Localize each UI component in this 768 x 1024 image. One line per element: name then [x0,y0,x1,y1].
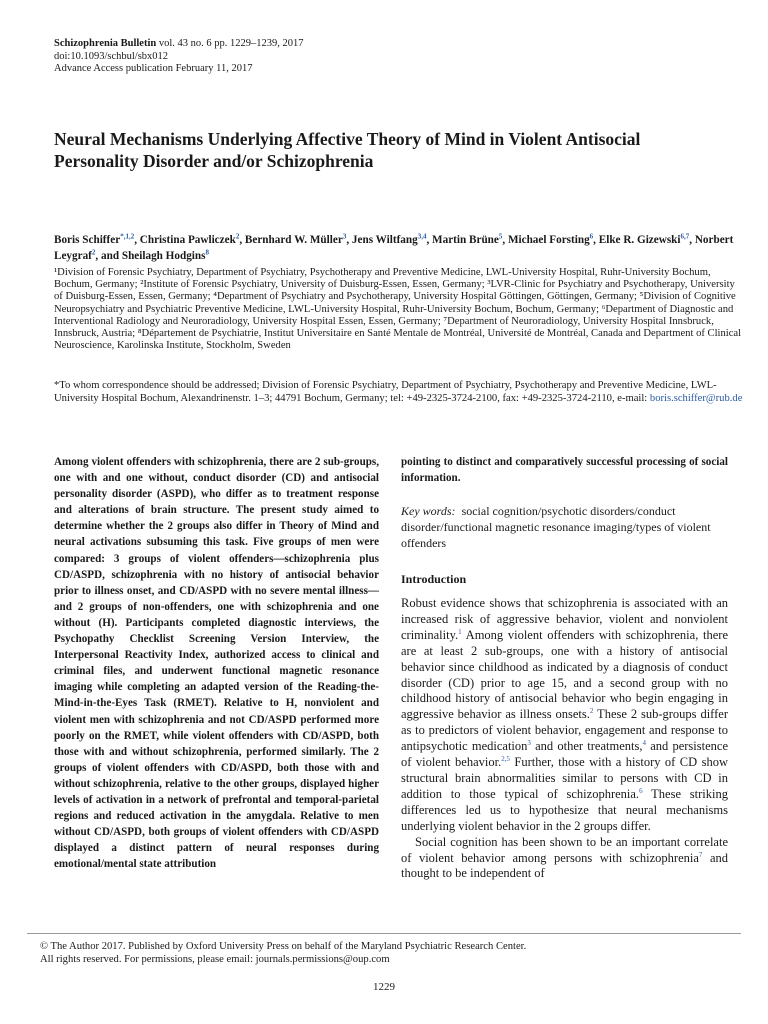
journal-citation [54,38,304,51]
citation-ref[interactable]: 4 [642,739,646,747]
author-affiliation-marker[interactable]: 8 [205,247,209,256]
author-name: Christina Pawliczek [139,234,236,246]
article-title: Neural Mechanisms Underlying Affective Theory of Mind in Violent Antisocial Personality Disorder and/or Schizophrenia [54,129,641,171]
author-name: Bernhard W. Müller [244,234,343,246]
author-separator: , [346,234,352,246]
correspondence [54,380,744,406]
keywords [401,503,728,551]
author-name: Elke R. Gizewski [598,234,681,246]
correspondence-text: *To whom correspondence should be addressed; Division of Forensic Psychiatry, Department of Psychiatry, Psychotherapy and Preventive Medicine, LWL-University Hospital Bochum, Alexandrinenstr. 1–3; 44791 Bochum, Germany; tel: +49-2325-3724-2100, fax: +49-2325-3724-2110, e-mail: [54,380,717,404]
author-affiliation-marker[interactable]: 2 [235,232,240,241]
affiliations: ¹Division of Forensic Psychiatry, Department of Psychiatry, Psychotherapy and Preventive Medicine, LWL-University Hospital, Ruhr-University Bochum, Bochum, Germany; ²Institute of Forensic Psychiatry, University of Duisburg-Essen, Essen, Germany; ³LVR-Clinic for Psychiatry and Psychotherapy, University of Duisburg-Essen, Essen, Germany; ⁴Department of Psychiatry and Psychotherapy, University Hospital Göttingen, Göttingen, Germany; ⁵Division of Cognitive Neuropsychiatry and Psychiatric Preventive Medicine, LWL-University Hospital, Ruhr-University Bochum, Bochum, Germany; ⁶Department of Diagnostic and Interventional Radiology and Neuroradiology, University Hospital Essen, Essen, Germany; ⁷Department of Neuroradiology, University Hospital Innsbruck, Innsbruck, Austria; ⁸Département de Psychiatrie, Institut Universitaire en Santé Mentale de Montréal, Université de Montréal, Canada and Department of Clinical Neuroscience, Karolinska Institute, Stockholm, Sweden [54,267,742,352]
citation-ref[interactable]: 2,5 [501,754,510,763]
author-affiliation-marker[interactable]: 6 [589,232,594,241]
footer-divider [27,933,741,934]
copyright-notice [40,940,730,966]
author-separator: , [239,234,245,246]
copyright-line-1: © The Author 2017. Published by Oxford University Press on behalf of the Maryland Psychiatric Research Center. [40,941,527,952]
advance-access: Advance Access publication February 11, 2017 [54,63,253,74]
author-separator: , and [95,249,122,262]
author-name: Norbert Leygraf [54,234,734,262]
intro-paragraph-2 [401,835,728,883]
paragraph-text: Among violent offenders with schizophrenia, there are at least 2 sub-groups, one with a history of antisocial behavior since childhood as indicated by a diagnosis of conduct disorder (CD) prior to age 15, and a second group with no childhood history of antisocial behavior who begin engaging in aggressive behavior as illness onsets. [401,627,728,722]
copyright-line-2: All rights reserved. For permissions, please email: journals.permissions@oup.com [40,954,390,965]
author-affiliation-marker[interactable]: 3 [342,232,347,241]
citation-ref[interactable]: 1 [458,627,462,636]
page-number: 1229 [373,981,395,993]
author-name: Martin Brüne [432,234,499,246]
journal-name: Schizophrenia Bulletin [54,38,157,49]
author-name: Boris Schiffer [54,234,121,246]
journal-doi: doi:10.1093/schbul/sbx012 [54,50,169,62]
author-list [54,233,734,264]
abstract-left: Among violent offenders with schizophrenia, there are 2 sub-groups, one with and one without, conduct disorder (CD) and antisocial personality disorder (ASPD), who differ as to treatment response and alterations of brain structure. The present study aimed to determine whether the 2 groups also differ in Theory of Mind and neural activations subsuming this task. Five groups of men were compared: 3 groups of violent offenders—schizophrenia plus CD/ASPD, schizophrenia with no history of antisocial behavior prior to illness onset, and CD/ASPD with no severe mental illness—and 2 groups of non-offenders, one with schizophrenia and one without (H). Participants completed diagnostic interviews, the Psychopathy Checklist Screening Version Interview, the Interpersonal Reactivity Index, authorized access to clinical and criminal files, and underwent functional magnetic resonance imaging while completing an adapted version of the Reading-the-Mind-in-the-Eyes Task (RMET). Relative to H, nonviolent and violent men with schizophrenia and not CD/ASPD performed more poorly on the RMET, while violent offenders with CD/ASPD, both those with and without schizophrenia, performed similarly. The 2 groups of violent offenders with CD/ASPD, both those with and without schizophrenia, relative to the other groups, displayed higher levels of activation in a network of prefrontal and temporal-parietal regions and reduced activation in the amygdala. Relative to men without CD/ASPD, both groups of violent offenders with CD/ASPD displayed a distinct pattern of neural responses during emotional/mental state attribution [54,456,379,871]
keywords-text: social cognition/psychotic disorders/conduct disorder/functional magnetic resonance imaging/types of violent offenders [401,504,711,550]
paragraph-text: Robust evidence shows that schizophrenia is associated with an increased risk of aggressive behavior, violent and nonviolent criminality. [401,596,728,642]
email-link[interactable]: boris.schiffer@rub.de [649,392,743,404]
journal-header [54,38,304,76]
introduction-body [401,596,728,882]
paragraph-text: and other treatments, [530,739,643,754]
author-affiliation-marker[interactable]: 3,4 [417,232,427,241]
author-separator: , [426,234,433,246]
author-affiliation-marker[interactable]: 2 [91,247,96,256]
paragraph-text: These 2 sub-groups differ as to predictors of violent behavior, engagement and response to antipsychotic medication [401,707,728,754]
paragraph-text: Social cognition has been shown to be an important correlate of violent behavior among persons with schizophrenia [401,834,728,865]
author-affiliation-marker[interactable]: *,1,2 [120,232,135,241]
author-affiliation-marker[interactable]: 5 [498,232,503,241]
author-separator: , [593,234,599,246]
keywords-label: Key words: [401,504,456,518]
citation-ref[interactable]: 6 [639,786,643,795]
author-separator: , [689,234,695,246]
author-name: Jens Wiltfang [351,234,418,246]
introduction-heading: Introduction [401,572,467,586]
abstract-continuation: pointing to distinct and comparatively successful processing of social information. [401,456,728,485]
intro-paragraph-1 [401,596,728,835]
citation-ref[interactable]: 7 [698,850,703,859]
paragraph-text: Further, those with a history of CD show structural brain abnormalities similar to persons with CD in addition to those typical of schizophrenia. [401,755,728,801]
journal-volume: vol. 43 no. 6 pp. 1229–1239, 2017 [158,38,304,49]
citation-ref[interactable]: 2 [589,707,594,716]
paragraph-text: These striking differences led us to hypothesize that neural mechanisms underlying violent behavior in the 2 groups differ. [401,786,728,833]
paragraph-text: and thought to be independent of [401,850,728,881]
author-name: Michael Forsting [507,234,590,246]
citation-ref[interactable]: 3 [527,739,531,747]
paragraph-text: and persistence of violent behavior. [401,739,728,770]
author-separator: , [502,234,508,246]
author-name: Sheilagh Hodgins [121,249,206,262]
author-separator: , [134,234,140,246]
author-affiliation-marker[interactable]: 6,7 [680,232,690,241]
